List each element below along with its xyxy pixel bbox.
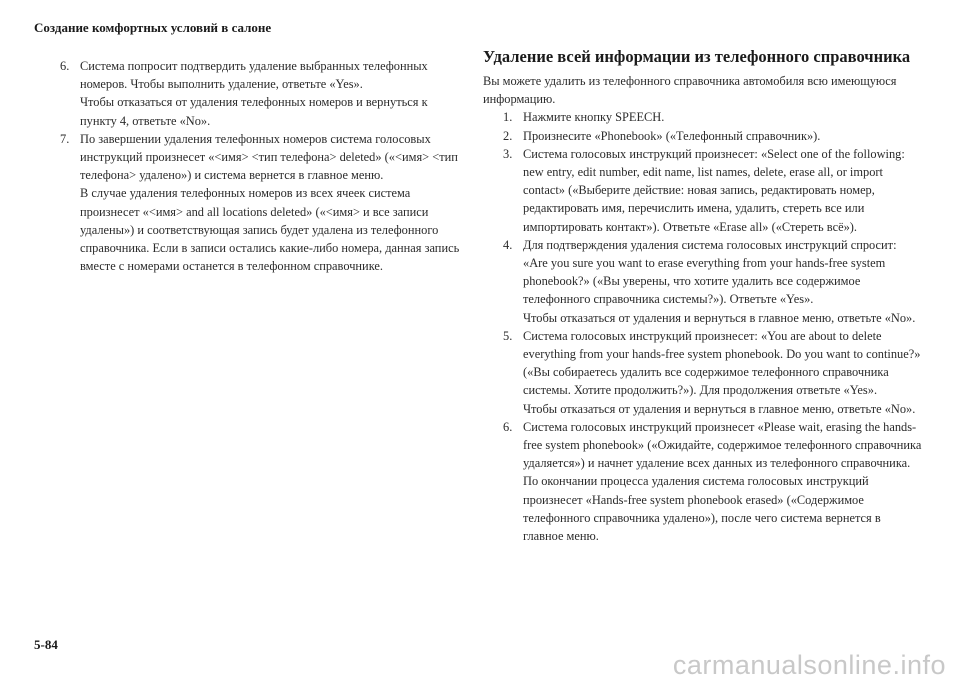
section-heading: Удаление всей информации из телефонного справочника <box>483 47 911 66</box>
paragraph: По завершении удаления телефонных номеров система голосовых инструкций произнесет «<имя> <тип телефона> deleted» («<имя> <тип телефона> удалено») и система вернется в главное меню. <box>80 131 458 183</box>
list-item <box>60 130 460 276</box>
list-item <box>503 145 923 236</box>
paragraph: Система попросит подтвердить удаление выбранных телефонных номеров. Чтобы выполнить удаление, ответьте «Yes». <box>80 59 428 92</box>
paragraph: По окончании процесса удаления система голосовых инструкций произнесет «Hands-free system phonebook erased» («Содержимое телефонного справочника удалено»), после чего система вернется в главное меню. <box>523 474 881 544</box>
paragraph: Для подтверждения удаления система голосовых инструкций спросит: «Are you sure you want to erase everything from your hands-free system phonebook?» («Вы уверены, что хотите удалить все содержимое телефонного справочника системы?»). Ответьте «Yes». <box>523 237 897 307</box>
paragraph: Чтобы отказаться от удаления и вернуться в главное меню, ответьте «No». <box>523 401 916 416</box>
item-number: 6. <box>503 419 513 434</box>
paragraph: Чтобы отказаться от удаления и вернуться в главное меню, ответьте «No». <box>523 310 916 325</box>
paragraph: Чтобы отказаться от удаления телефонных номеров и вернуться к пункту 4, ответьте «No». <box>80 95 428 128</box>
page-number: 5-84 <box>34 637 58 652</box>
item-number: 5. <box>503 328 513 343</box>
item-number: 1. <box>503 110 513 125</box>
list-item <box>60 57 460 130</box>
item-number: 6. <box>60 59 70 73</box>
item-number: 7. <box>60 131 70 146</box>
item-number: 4. <box>503 237 513 252</box>
paragraph: Нажмите кнопку SPEECH. <box>523 110 665 125</box>
paragraph: Система голосовых инструкций произнесет: «You are about to delete everything from your hands-free system phonebook. Do you want to continue?» («Вы собираетесь удалить все содержимое телефонного справочника системы. Хотите продолжить?»). Для продолжения ответьте «Yes». <box>523 328 921 398</box>
intro-paragraph: Вы можете удалить из телефонного справочника автомобиля всю имеющуюся информацию. <box>483 74 897 107</box>
paragraph: Система голосовых инструкций произнесет «Please wait, erasing the hands-free system phonebook» («Ожидайте, содержимое телефонного справочника удаляется») и начнет удаление всех данных из телефонного справочника. <box>523 419 922 471</box>
watermark: carmanualsonline.info <box>672 650 946 680</box>
item-number: 3. <box>503 146 513 161</box>
list-item <box>503 127 923 145</box>
paragraph: В случае удаления телефонных номеров из всех ячеек система произнесет «<имя> and all locations deleted» («<имя> и все записи удалены») и соответствующая запись будет удалена из телефонного справочника. Если в записи остались какие-либо номера, данная запись вместе с номерами останется в телефонном справочнике. <box>80 186 460 274</box>
paragraph: Система голосовых инструкций произнесет: «Select one of the following: new entry, edit number, edit name, list names, delete, erase all, or import contact» («Выберите действие: новая запись, редактировать номер, редактировать имя, перечислить имена, удалить, стереть все или импортировать контакт»). Ответьте «Erase all» («Стереть всё»). <box>523 146 905 234</box>
left-column <box>60 57 460 275</box>
list-item <box>503 236 923 327</box>
list-item <box>503 418 923 545</box>
running-header: Создание комфортных условий в салоне <box>34 20 272 35</box>
list-item <box>503 327 923 418</box>
right-column <box>483 46 923 545</box>
list-item <box>503 108 923 126</box>
paragraph: Произнесите «Phonebook» («Телефонный справочник»). <box>523 128 821 143</box>
item-number: 2. <box>503 128 513 143</box>
